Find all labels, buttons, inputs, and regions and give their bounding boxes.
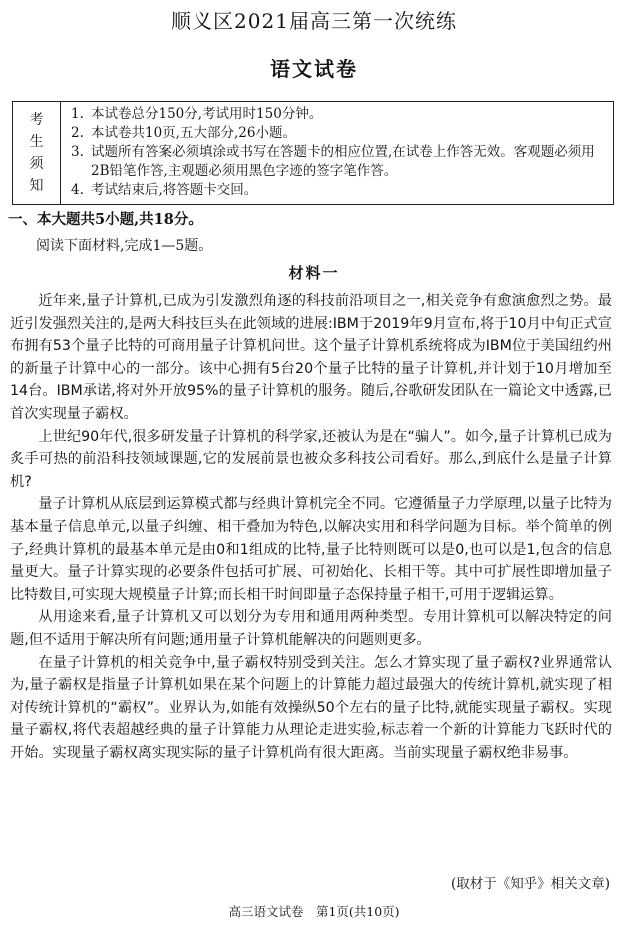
section-heading: 一、本大题共5小题,共18分。: [8, 211, 203, 228]
notice-label-cell: [13, 102, 61, 204]
reading-instruction: 阅读下面材料,完成1—5题。: [36, 238, 213, 254]
paragraph: 从用途来看,量子计算机又可以划分为专用和通用两种类型。专用计算机可以解决特定的问题,但不适用于解决所有问题;通用量子计算机能解决的问题则更多。: [10, 609, 612, 648]
exam-subtitle: 语文试卷: [270, 57, 358, 81]
notice-item-number: 1.: [71, 106, 84, 122]
source-citation: (取材于《知乎》相关文章): [450, 876, 610, 892]
notice-label: 考生须知: [29, 112, 44, 194]
notice-item: [71, 124, 609, 143]
paragraph: 在量子计算机的相关竞争中,量子霸权特别受到关注。怎么才算实现了量子霸权?业界通常认为,量子霸权是指量子计算机如果在某个问题上的计算能力超过最强大的传统计算机,就实现了相对传统计算机的“霸权”。业界认为,如能有效操纵50个左右的量子比特,就能实现量子霸权。实现量子霸权,将代表超越经典的量子计算能力从理论走进实验,标志着一个新的计算能力飞跃时代的开始。实现量子霸权离实现实际的量子计算机尚有很大距离。当前实现量子霸权绝非易事。: [10, 654, 612, 761]
page-footer: 高三语文试卷 第1页(共10页): [228, 904, 400, 919]
paragraph: 上世纪90年代,很多研发量子计算机的科学家,还被认为是在“骗人”。如今,量子计算机已成为炙手可热的前沿科技领域课题,它的发展前景也被众多科技公司看好。那么,到底什么是量子计算机?: [10, 428, 612, 490]
notice-item-number: 4.: [71, 182, 84, 198]
paragraph: 量子计算机从底层到运算模式都与经典计算机完全不同。它遵循量子力学原理,以量子比特为基本量子信息单元,以量子纠缠、相干叠加为特色,以解决实用和科学问题为目标。举个简单的例子,经典计算机的最基本单元是由0和1组成的比特,量子比特则既可以是0,也可以是1,包含的信息量更大。量子计算实现的必要条件包括可扩展、可初始化、长相干等。其中可扩展性即增加量子比特数目,可实现大规模量子计算;而长相干时间即量子态保持量子相干,可用于逻辑运算。: [10, 496, 612, 603]
candidate-notice-box: [12, 101, 614, 205]
notice-item-text: 本试卷共10页,五大部分,26小题。: [91, 125, 296, 141]
notice-list: [71, 105, 609, 200]
notice-item-number: 3.: [71, 144, 84, 160]
material-title: 材料一: [288, 264, 340, 282]
notice-item-number: 2.: [71, 125, 84, 141]
material-body: [10, 290, 612, 764]
paragraph: 近年来,量子计算机,已成为引发激烈角逐的科技前沿项目之一,相关竞争有愈演愈烈之势。最近引发强烈关注的,是两大科技巨头在此领域的进展:IBM于2019年9月宣布,将于10月中旬正式宣布拥有53个量子比特的可商用量子计算机问世。这个量子计算机系统将成为IBM位于美国纽约州的新量子计算中心的一部分。该中心拥有5台20个量子比特的量子计算机,并计划于10月增加至14台。IBM承诺,将对外开放95%的量子计算机的服务。随后,谷歌研发团队在一篇论文中透露,已首次实现量子霸权。: [10, 293, 612, 422]
notice-item-text: 试题所有答案必须填涂或书写在答题卡的相应位置,在试卷上作答无效。客观题必须用2B铅笔作答,主观题必须用黑色字迹的签字笔作答。: [91, 144, 595, 179]
notice-item: [71, 143, 609, 181]
notice-item: [71, 105, 609, 124]
notice-item-text: 本试卷总分150分,考试用时150分钟。: [91, 106, 323, 122]
exam-title: 顺义区2021届高三第一次统练: [171, 9, 457, 33]
notice-item-text: 考试结束后,将答题卡交回。: [91, 182, 258, 198]
notice-item: [71, 181, 609, 200]
